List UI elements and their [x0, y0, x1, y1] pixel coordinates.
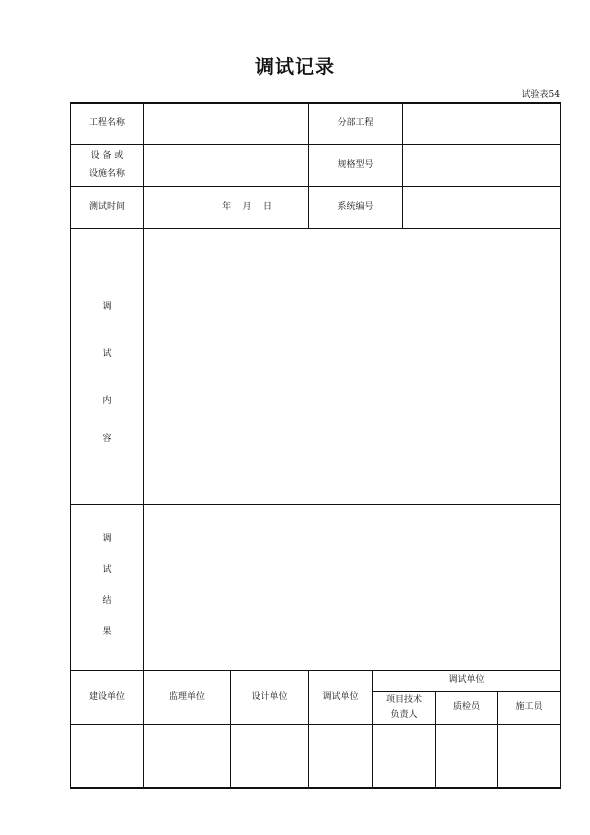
- constructor-label: 施工员: [515, 702, 543, 713]
- tech-lead-label: [373, 692, 435, 724]
- test-content-label: [71, 229, 143, 504]
- content-char: 调: [102, 302, 112, 312]
- commissioning-unit-signature[interactable]: [309, 725, 372, 787]
- form-number: 试验表54: [521, 90, 560, 100]
- system-no-field[interactable]: [403, 187, 560, 228]
- table-border-right: [560, 102, 561, 789]
- result-char: 果: [102, 627, 112, 637]
- equipment-name-label-line2: 设施名称: [88, 168, 125, 179]
- content-char: 容: [102, 434, 112, 444]
- commissioning-unit-label: 调试单位: [322, 691, 359, 702]
- content-char: 内: [102, 396, 112, 406]
- design-unit-label: 设计单位: [251, 691, 288, 702]
- test-content-field[interactable]: [144, 229, 560, 504]
- test-result-label: [71, 505, 143, 670]
- commissioning-group-label: 调试单位: [448, 675, 485, 686]
- date-placeholder: 年 月 日: [222, 201, 272, 212]
- page-title: 调试记录: [254, 56, 335, 78]
- constructor-signature[interactable]: [498, 725, 560, 787]
- test-time-label: 测试时间: [88, 201, 125, 212]
- sub-project-field[interactable]: [403, 104, 560, 144]
- equipment-name-label-line1: 设 备 或: [90, 151, 124, 162]
- result-char: 调: [102, 534, 112, 544]
- project-name-field[interactable]: [144, 104, 308, 144]
- table-border-bottom: [70, 787, 561, 789]
- equipment-name-field[interactable]: [144, 145, 308, 186]
- equipment-name-label: [71, 145, 143, 186]
- sub-project-label: 分部工程: [337, 118, 374, 129]
- tech-lead-signature[interactable]: [373, 725, 435, 787]
- construction-unit-label: 建设单位: [88, 691, 125, 702]
- supervision-unit-signature[interactable]: [144, 725, 230, 787]
- system-no-label: 系统编号: [337, 201, 374, 212]
- quality-inspector-signature[interactable]: [436, 725, 497, 787]
- quality-inspector-label: 质检员: [452, 702, 480, 713]
- result-char: 试: [102, 565, 112, 575]
- spec-model-field[interactable]: [403, 145, 560, 186]
- result-char: 结: [102, 596, 112, 606]
- content-char: 试: [102, 349, 112, 359]
- spec-model-label: 规格型号: [337, 159, 374, 170]
- design-unit-signature[interactable]: [231, 725, 308, 787]
- construction-unit-signature[interactable]: [71, 725, 143, 787]
- tech-lead-line1: 项目技术: [385, 694, 422, 705]
- test-date-field[interactable]: [144, 187, 308, 228]
- tech-lead-line2: 负责人: [390, 710, 418, 720]
- test-result-field[interactable]: [144, 505, 560, 670]
- project-name-label: 工程名称: [88, 118, 125, 129]
- supervision-unit-label: 监理单位: [168, 691, 205, 702]
